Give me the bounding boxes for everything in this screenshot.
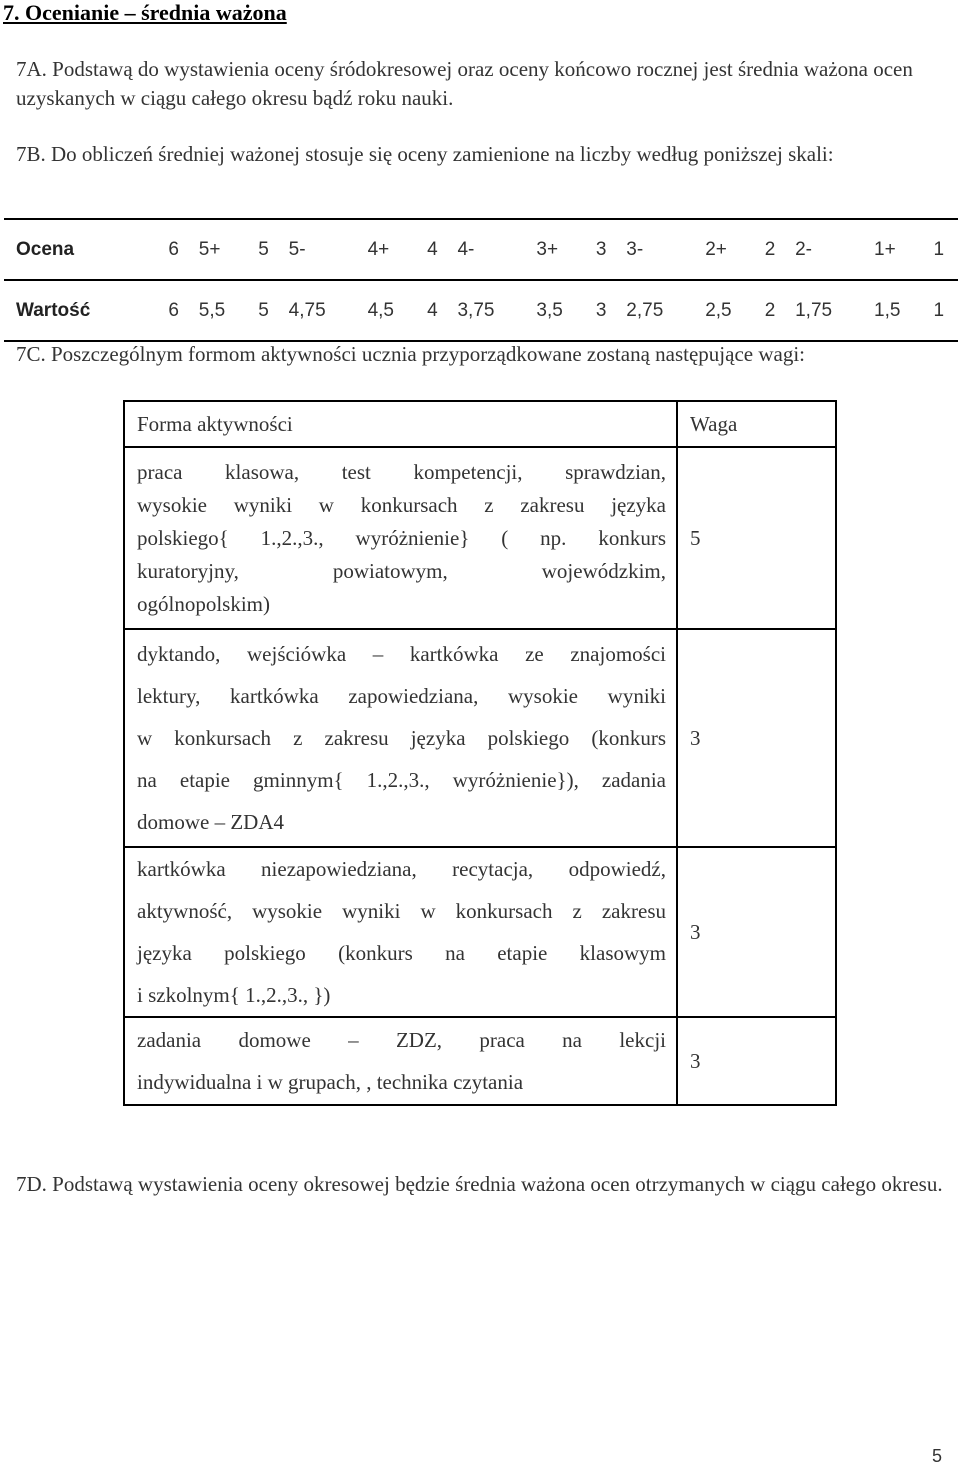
- activity-column-header: Forma aktywności: [124, 401, 677, 447]
- grade-scale-table: [4, 218, 958, 342]
- grade-cell: 1+: [868, 219, 928, 280]
- weights-row: [124, 1017, 836, 1105]
- activity-cell: [124, 847, 677, 1017]
- value-cell: 1,75: [789, 280, 868, 341]
- paragraph-7b: 7B. Do obliczeń średniej ważonej stosuje się oceny zamienione na liczby według poniższej skali:: [16, 142, 834, 166]
- weights-row: [124, 629, 836, 847]
- grade-cell: 3+: [530, 219, 590, 280]
- value-cell: 5,5: [193, 280, 253, 341]
- weight-value: 3: [677, 847, 836, 1017]
- grade-cell: 4: [421, 219, 451, 280]
- grade-cell: 2-: [789, 219, 868, 280]
- paragraph-7c: 7C. Poszczególnym formom aktywności ucznia przyporządkowane zostaną następujące wagi:: [16, 342, 805, 366]
- grade-row: [4, 219, 958, 280]
- weight-value: 3: [677, 629, 836, 847]
- activity-text: [137, 848, 666, 1016]
- grade-cell: 5: [252, 219, 282, 280]
- activity-text: [137, 456, 666, 621]
- value-row: [4, 280, 958, 341]
- grade-cell: 6: [162, 219, 192, 280]
- activity-cell: [124, 629, 677, 847]
- weights-row: [124, 447, 836, 629]
- value-cell: 1,5: [868, 280, 928, 341]
- value-cell: 2,5: [699, 280, 759, 341]
- value-cell: 1: [928, 280, 959, 341]
- grade-cell: 5-: [283, 219, 362, 280]
- activity-weights-table: [123, 400, 837, 1106]
- activity-cell: [124, 447, 677, 629]
- grade-cell: 2+: [699, 219, 759, 280]
- activity-line: kuratoryjny, powiatowym, wojewódzkim,: [137, 558, 666, 583]
- activity-line: lektury, kartkówka zapowiedziana, wysokie wyniki: [137, 684, 666, 708]
- activity-line: języka polskiego (konkurs na etapie klasowym: [137, 941, 666, 965]
- value-cell: 4,75: [283, 280, 362, 341]
- activity-line: w konkursach z zakresu języka polskiego (konkurs: [137, 726, 666, 750]
- grade-cell: 4-: [451, 219, 530, 280]
- activity-line: polskiego{ 1.,2.,3., wyróżnienie} ( np. konkurs: [137, 525, 666, 550]
- grade-cell: 5+: [193, 219, 253, 280]
- activity-line: na etapie gminnym{ 1.,2.,3., wyróżnienie}), zadania: [137, 768, 666, 792]
- activity-line: aktywność, wysokie wyniki w konkursach z zakresu: [137, 899, 666, 923]
- value-cell: 3: [590, 280, 620, 341]
- weight-value: 5: [677, 447, 836, 629]
- activity-line: dyktando, wejściówka – kartkówka ze znajomości: [137, 642, 666, 666]
- weights-header-row: [124, 401, 836, 447]
- value-cell: 3,5: [530, 280, 590, 341]
- value-cell: 2,75: [620, 280, 699, 341]
- weight-value: 3: [677, 1017, 836, 1105]
- weights-row: [124, 847, 836, 1017]
- value-cell: 4: [421, 280, 451, 341]
- value-row-label: Wartość: [4, 280, 162, 341]
- activity-text: [137, 633, 666, 843]
- activity-line: praca klasowa, test kompetencji, sprawdzian,: [137, 459, 666, 484]
- value-cell: 3,75: [451, 280, 530, 341]
- activity-line: i szkolnym{ 1.,2.,3., }): [137, 983, 331, 1007]
- grade-row-label: Ocena: [4, 219, 162, 280]
- page-number: 5: [932, 1446, 943, 1466]
- activity-line: ogólnopolskim): [137, 591, 271, 616]
- grade-cell: 2: [759, 219, 789, 280]
- grade-cell: 1: [928, 219, 959, 280]
- value-cell: 2: [759, 280, 789, 341]
- paragraph-7a: 7A. Podstawą do wystawienia oceny śródokresowej oraz oceny końcowo rocznej jest średnia ważona ocen uzyskanych w ciągu całego okresu bądź roku nauki.: [16, 57, 913, 110]
- activity-text: [137, 1019, 666, 1103]
- value-cell: 5: [252, 280, 282, 341]
- activity-line: domowe – ZDA4: [137, 810, 284, 834]
- activity-cell: [124, 1017, 677, 1105]
- value-cell: 6: [162, 280, 192, 341]
- activity-line: indywidualna i w grupach, , technika czytania: [137, 1070, 524, 1094]
- activity-line: kartkówka niezapowiedziana, recytacja, odpowiedź,: [137, 857, 666, 881]
- paragraph-7d: 7D. Podstawą wystawienia oceny okresowej będzie średnia ważona ocen otrzymanych w ciągu całego okresu.: [16, 1172, 943, 1196]
- weight-column-header: Waga: [677, 401, 836, 447]
- grade-cell: 4+: [362, 219, 422, 280]
- grade-cell: 3: [590, 219, 620, 280]
- section-title: 7. Ocenianie – średnia ważona: [3, 0, 287, 25]
- activity-line: wysokie wyniki w konkursach z zakresu języka: [137, 492, 666, 517]
- grade-cell: 3-: [620, 219, 699, 280]
- value-cell: 4,5: [362, 280, 422, 341]
- activity-line: zadania domowe – ZDZ, praca na lekcji: [137, 1028, 666, 1052]
